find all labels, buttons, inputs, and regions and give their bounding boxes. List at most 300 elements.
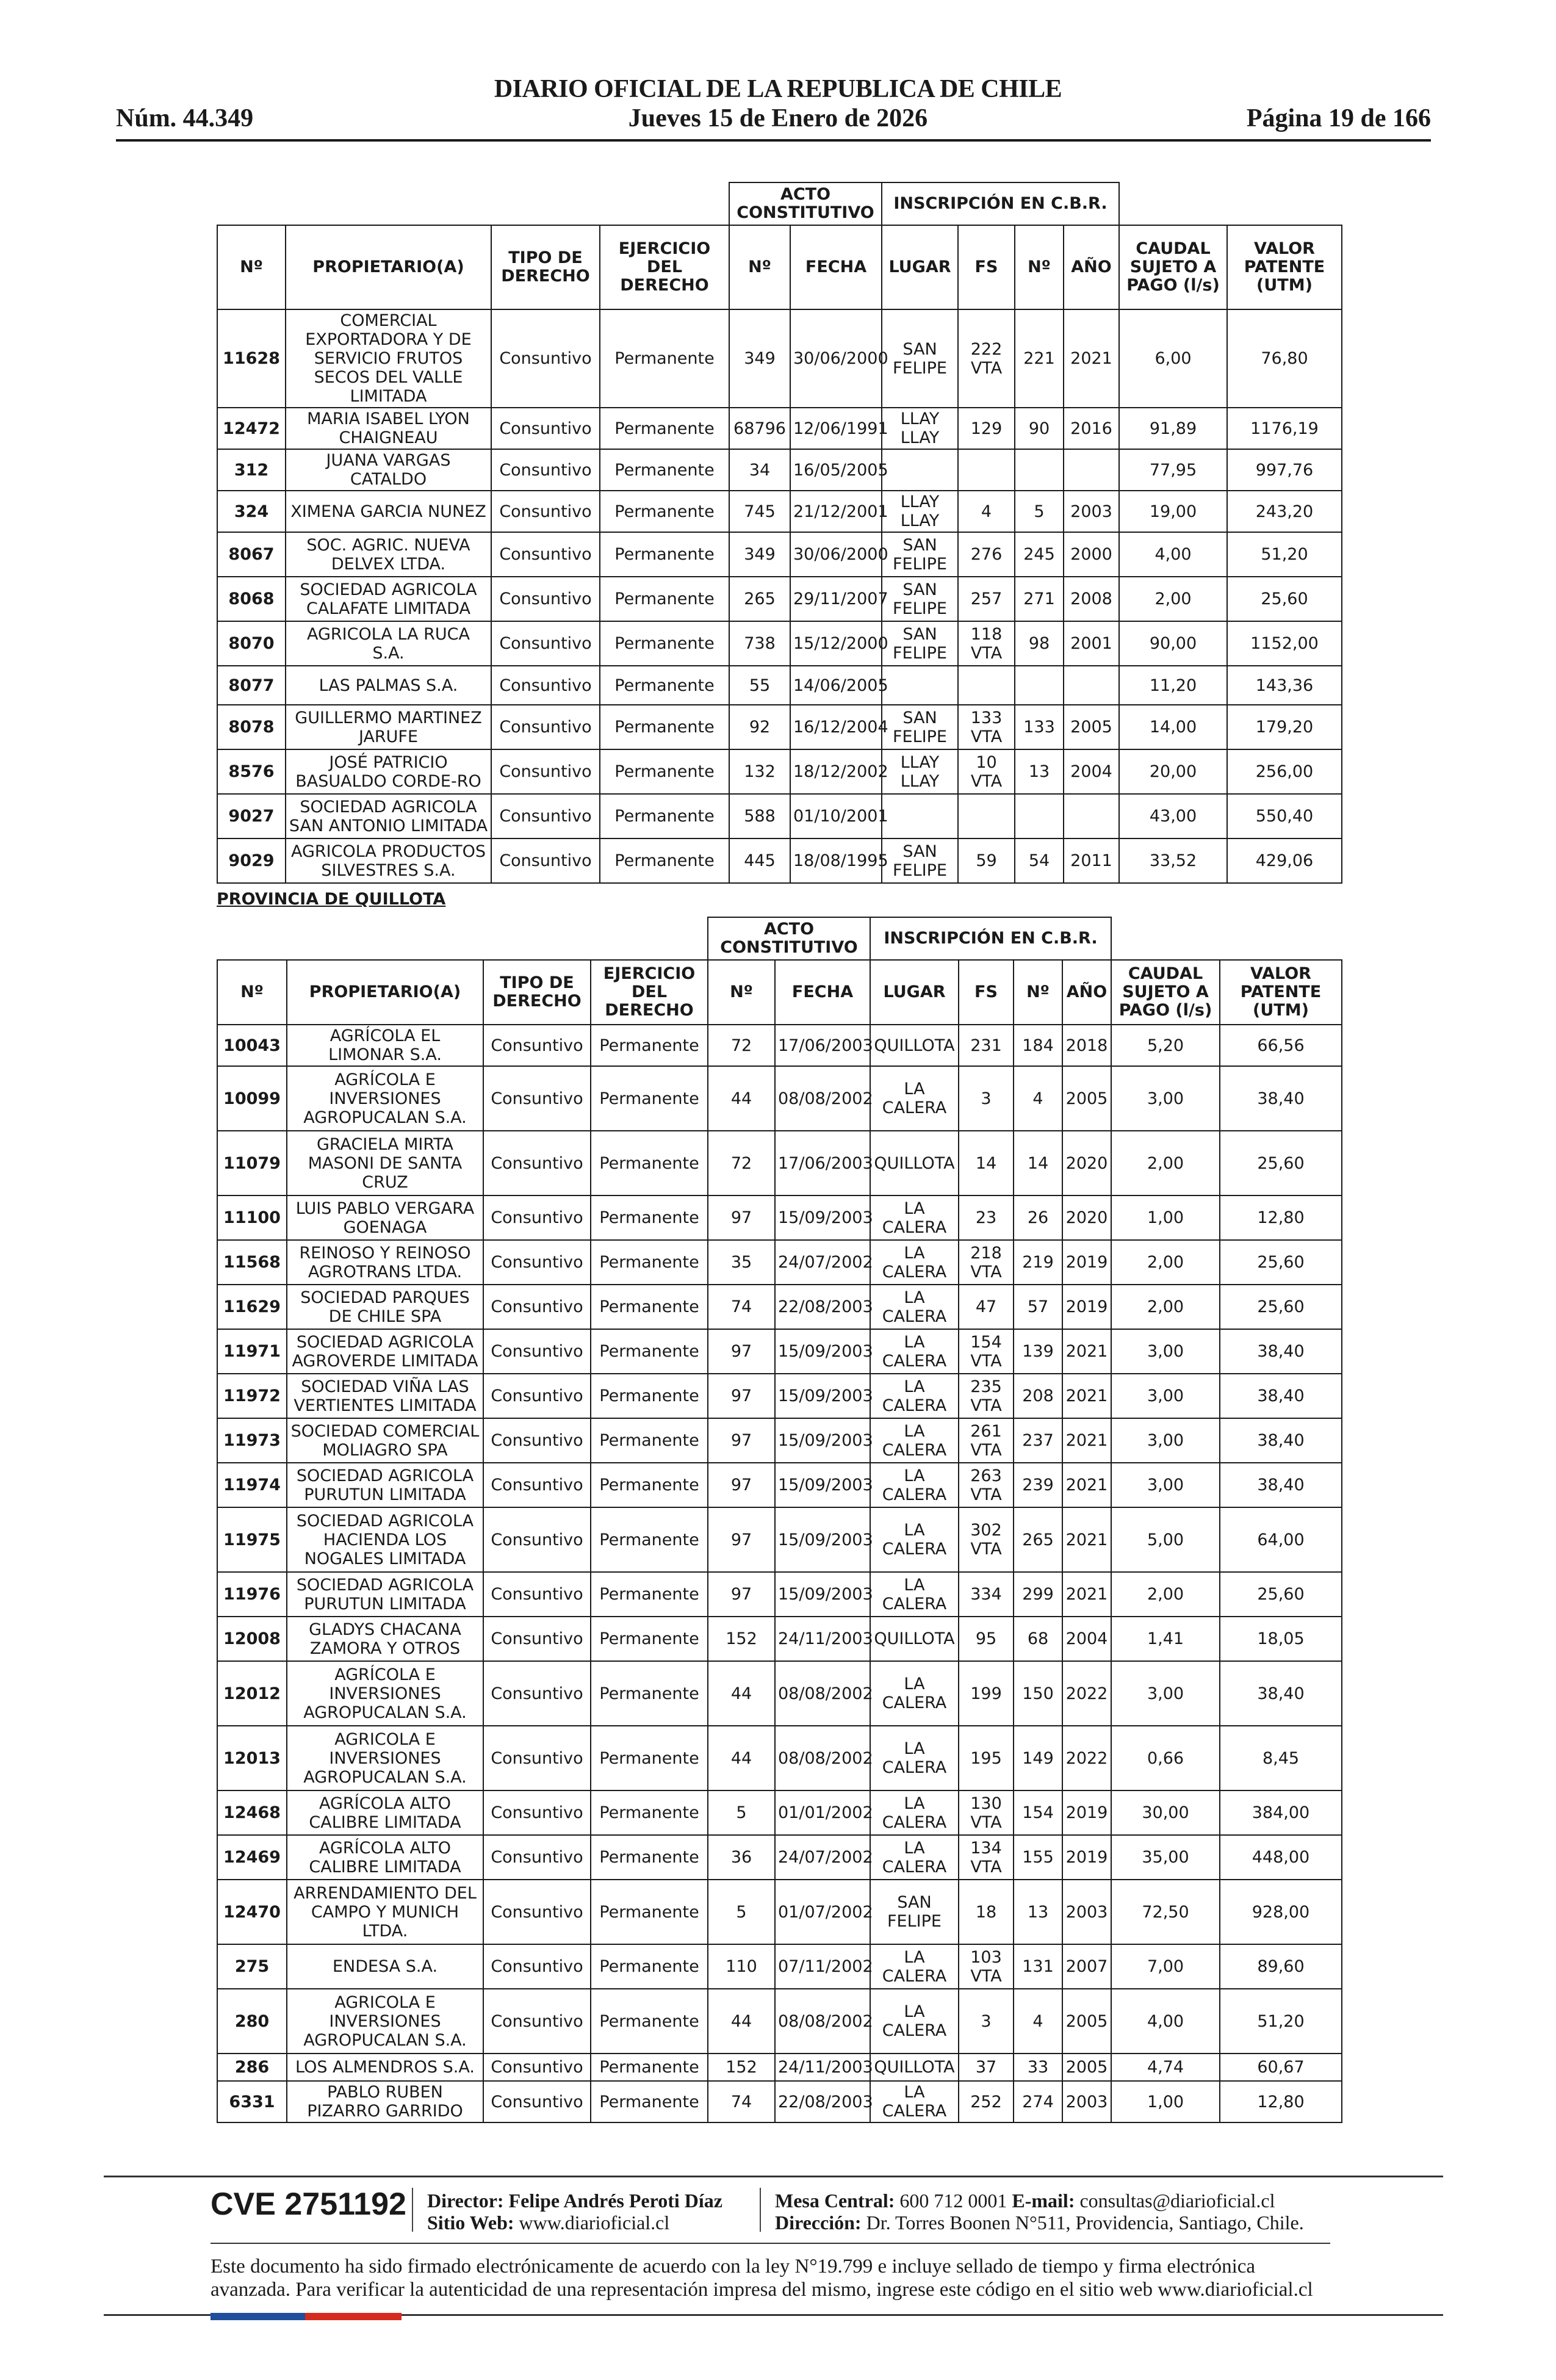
cell-anio: 2008 <box>1064 577 1119 621</box>
cell-ejercicio: Permanente <box>591 1240 708 1285</box>
cell-caudal: 7,00 <box>1111 1944 1220 1989</box>
cell-fecha: 15/12/2000 <box>790 621 882 666</box>
cell-owner: GLADYS CHACANA ZAMORA Y OTROS <box>287 1617 483 1661</box>
cell-ins-no: 68 <box>1014 1617 1062 1661</box>
cell-caudal: 19,00 <box>1119 491 1227 532</box>
cell-fecha: 16/05/2005 <box>790 449 882 491</box>
cell-ins-no: 131 <box>1014 1944 1062 1989</box>
cell-tipo: Consuntivo <box>491 532 600 577</box>
cell-id: 10043 <box>217 1025 287 1066</box>
footer-address: Dirección: Dr. Torres Boonen N°511, Providencia, Santiago, Chile. <box>775 2212 1304 2234</box>
cell-ejercicio: Permanente <box>591 1285 708 1329</box>
table-row <box>217 1463 1342 1507</box>
cell-fs: 218 VTA <box>959 1240 1014 1285</box>
cell-owner: SOCIEDAD AGRICOLA PURUTUN LIMITADA <box>287 1463 483 1507</box>
col-ejercicio: EJERCICIO DEL DERECHO <box>600 225 729 309</box>
cell-valor: 64,00 <box>1220 1507 1342 1572</box>
cell-lugar: LA CALERA <box>870 1661 959 1726</box>
cell-acto-no: 97 <box>708 1195 775 1240</box>
table-row <box>217 1835 1342 1880</box>
cell-valor: 76,80 <box>1227 309 1342 408</box>
cell-acto-no: 97 <box>708 1507 775 1572</box>
cell-owner: SOCIEDAD AGRICOLA PURUTUN LIMITADA <box>287 1572 483 1617</box>
cell-ejercicio: Permanente <box>600 666 729 705</box>
cell-lugar: LA CALERA <box>870 1285 959 1329</box>
cell-valor: 179,20 <box>1227 705 1342 749</box>
col-anio-2: AÑO <box>1062 960 1111 1025</box>
cell-tipo: Consuntivo <box>483 1329 591 1374</box>
table-row <box>217 532 1342 577</box>
cell-anio: 2007 <box>1062 1944 1111 1989</box>
cell-anio: 2005 <box>1062 1989 1111 2054</box>
table-row <box>217 794 1342 838</box>
cell-tipo: Consuntivo <box>491 666 600 705</box>
cell-fs: 59 <box>958 838 1015 883</box>
table-row <box>217 838 1342 883</box>
cell-ins-no: 299 <box>1014 1572 1062 1617</box>
cell-lugar: QUILLOTA <box>870 1617 959 1661</box>
table-row <box>217 449 1342 491</box>
cell-caudal: 2,00 <box>1111 1131 1220 1195</box>
cell-owner: JUANA VARGAS CATALDO <box>286 449 491 491</box>
cell-fs: 257 <box>958 577 1015 621</box>
province-title: PROVINCIA DE QUILLOTA <box>217 890 446 909</box>
footer-separator-1 <box>412 2188 413 2232</box>
cell-caudal: 3,00 <box>1111 1661 1220 1726</box>
issue-number: Núm. 44.349 <box>116 104 254 132</box>
cell-id: 11972 <box>217 1374 287 1418</box>
cell-anio: 2021 <box>1062 1329 1111 1374</box>
cell-caudal: 2,00 <box>1111 1285 1220 1329</box>
cell-fs: 130 VTA <box>959 1790 1014 1835</box>
cell-id: 9027 <box>217 794 286 838</box>
cell-anio: 2005 <box>1062 2054 1111 2081</box>
col-caudal: CAUDAL SUJETO A PAGO (l/s) <box>1119 225 1227 309</box>
cell-owner: AGRÍCOLA EL LIMONAR S.A. <box>287 1025 483 1066</box>
cell-ins-no <box>1015 666 1064 705</box>
cell-lugar: SAN FELIPE <box>882 532 958 577</box>
cell-lugar: LA CALERA <box>870 1463 959 1507</box>
cell-tipo: Consuntivo <box>483 1374 591 1418</box>
table-row <box>217 1944 1342 1989</box>
cell-fecha: 24/07/2002 <box>775 1835 870 1880</box>
footer-website[interactable]: Sitio Web: www.diarioficial.cl <box>427 2212 670 2234</box>
cell-caudal: 90,00 <box>1119 621 1227 666</box>
cell-caudal: 3,00 <box>1111 1374 1220 1418</box>
cell-ins-no: 245 <box>1015 532 1064 577</box>
cell-ejercicio: Permanente <box>591 2081 708 2122</box>
cell-fs: 103 VTA <box>959 1944 1014 1989</box>
cell-tipo: Consuntivo <box>491 838 600 883</box>
cell-tipo: Consuntivo <box>491 621 600 666</box>
cell-acto-no: 132 <box>729 749 790 794</box>
cell-acto-no: 97 <box>708 1572 775 1617</box>
cell-anio: 2022 <box>1062 1661 1111 1726</box>
cell-ejercicio: Permanente <box>600 749 729 794</box>
table-row <box>217 1989 1342 2054</box>
cell-lugar: QUILLOTA <box>870 1131 959 1195</box>
cell-ejercicio: Permanente <box>591 1131 708 1195</box>
cell-ejercicio: Permanente <box>591 1835 708 1880</box>
table-row <box>217 1374 1342 1418</box>
cell-id: 12008 <box>217 1617 287 1661</box>
cell-owner: XIMENA GARCIA NUNEZ <box>286 491 491 532</box>
cell-fecha: 17/06/2003 <box>775 1131 870 1195</box>
cell-fecha: 07/11/2002 <box>775 1944 870 1989</box>
cell-valor: 25,60 <box>1227 577 1342 621</box>
cell-lugar: SAN FELIPE <box>882 309 958 408</box>
cell-owner: SOCIEDAD AGRICOLA CALAFATE LIMITADA <box>286 577 491 621</box>
cell-acto-no: 44 <box>708 1726 775 1790</box>
cell-caudal: 72,50 <box>1111 1880 1220 1944</box>
cell-ejercicio: Permanente <box>600 794 729 838</box>
cell-valor: 384,00 <box>1220 1790 1342 1835</box>
cell-fs: 47 <box>959 1285 1014 1329</box>
cell-owner: PABLO RUBEN PIZARRO GARRIDO <box>287 2081 483 2122</box>
cell-acto-no: 72 <box>708 1025 775 1066</box>
col-propietario-2: PROPIETARIO(A) <box>287 960 483 1025</box>
cell-caudal: 1,00 <box>1111 1195 1220 1240</box>
table-row <box>217 1790 1342 1835</box>
cell-caudal: 4,00 <box>1119 532 1227 577</box>
cell-fs: 3 <box>959 1066 1014 1131</box>
cell-ins-no: 219 <box>1014 1240 1062 1285</box>
cell-owner: GUILLERMO MARTINEZ JARUFE <box>286 705 491 749</box>
cve-code: CVE 2751192 <box>211 2187 406 2222</box>
cell-ejercicio: Permanente <box>600 532 729 577</box>
cell-ejercicio: Permanente <box>600 621 729 666</box>
cell-ejercicio: Permanente <box>591 1726 708 1790</box>
cell-fecha: 15/09/2003 <box>775 1329 870 1374</box>
cell-owner: LUIS PABLO VERGARA GOENAGA <box>287 1195 483 1240</box>
cell-valor: 66,56 <box>1220 1025 1342 1066</box>
cell-tipo: Consuntivo <box>483 2081 591 2122</box>
cell-valor: 243,20 <box>1227 491 1342 532</box>
cell-anio: 2016 <box>1064 408 1119 449</box>
cell-fs: 23 <box>959 1195 1014 1240</box>
table-row <box>217 309 1342 408</box>
cell-id: 10099 <box>217 1066 287 1131</box>
cell-caudal: 4,74 <box>1111 2054 1220 2081</box>
acto-constitutivo-header-2: ACTO CONSTITUTIVO <box>708 917 870 960</box>
cell-fs: 261 VTA <box>959 1418 1014 1463</box>
cell-ins-no: 221 <box>1015 309 1064 408</box>
table-row <box>217 1572 1342 1617</box>
table-row <box>217 1025 1342 1066</box>
rights-table-1 <box>217 182 1342 884</box>
cell-anio <box>1064 794 1119 838</box>
cell-tipo: Consuntivo <box>483 1285 591 1329</box>
rights-table-2-body <box>217 1025 1342 2122</box>
col-lugar-2: LUGAR <box>870 960 959 1025</box>
cell-id: 12472 <box>217 408 286 449</box>
cell-fs: 18 <box>959 1880 1014 1944</box>
cell-ejercicio: Permanente <box>591 1572 708 1617</box>
cell-ejercicio: Permanente <box>600 491 729 532</box>
cell-caudal: 1,41 <box>1111 1617 1220 1661</box>
cell-fs <box>958 666 1015 705</box>
cell-lugar: LA CALERA <box>870 1835 959 1880</box>
cell-lugar <box>882 449 958 491</box>
cell-lugar: SAN FELIPE <box>882 705 958 749</box>
cell-fecha: 16/12/2004 <box>790 705 882 749</box>
cell-valor: 18,05 <box>1220 1617 1342 1661</box>
cell-acto-no: 110 <box>708 1944 775 1989</box>
cell-fecha: 18/08/1995 <box>790 838 882 883</box>
cell-caudal: 33,52 <box>1119 838 1227 883</box>
cell-ejercicio: Permanente <box>591 1880 708 1944</box>
cell-lugar: LA CALERA <box>870 1329 959 1374</box>
cell-owner: SOCIEDAD PARQUES DE CHILE SPA <box>287 1285 483 1329</box>
cell-ejercicio: Permanente <box>600 309 729 408</box>
cell-ejercicio: Permanente <box>600 705 729 749</box>
cell-acto-no: 44 <box>708 1989 775 2054</box>
cell-acto-no: 97 <box>708 1463 775 1507</box>
cell-id: 11629 <box>217 1285 287 1329</box>
cell-acto-no: 5 <box>708 1880 775 1944</box>
cell-tipo: Consuntivo <box>483 1025 591 1066</box>
cell-anio: 2020 <box>1062 1195 1111 1240</box>
cell-valor: 38,40 <box>1220 1463 1342 1507</box>
col-fecha-2: FECHA <box>775 960 870 1025</box>
cell-anio: 2019 <box>1062 1285 1111 1329</box>
cell-tipo: Consuntivo <box>483 1944 591 1989</box>
cell-caudal: 5,20 <box>1111 1025 1220 1066</box>
cell-lugar: LA CALERA <box>870 1195 959 1240</box>
cell-owner: REINOSO Y REINOSO AGROTRANS LTDA. <box>287 1240 483 1285</box>
footer-separator-2 <box>760 2188 761 2232</box>
cell-id: 12013 <box>217 1726 287 1790</box>
cell-ins-no: 4 <box>1014 1066 1062 1131</box>
cell-valor: 429,06 <box>1227 838 1342 883</box>
cell-tipo: Consuntivo <box>483 1790 591 1835</box>
cell-fecha: 24/11/2003 <box>775 1617 870 1661</box>
acto-constitutivo-header: ACTO CONSTITUTIVO <box>729 182 882 225</box>
table-row <box>217 666 1342 705</box>
cell-anio: 2000 <box>1064 532 1119 577</box>
cell-fecha: 22/08/2003 <box>775 2081 870 2122</box>
cell-ejercicio: Permanente <box>591 1066 708 1131</box>
cell-anio: 2004 <box>1064 749 1119 794</box>
cell-valor: 38,40 <box>1220 1418 1342 1463</box>
cell-ejercicio: Permanente <box>600 408 729 449</box>
cell-ins-no: 98 <box>1015 621 1064 666</box>
cell-valor: 448,00 <box>1220 1835 1342 1880</box>
cell-lugar: SAN FELIPE <box>882 621 958 666</box>
cell-fs: 195 <box>959 1726 1014 1790</box>
cell-acto-no: 44 <box>708 1066 775 1131</box>
cell-acto-no: 5 <box>708 1790 775 1835</box>
cell-id: 312 <box>217 449 286 491</box>
cell-lugar: LA CALERA <box>870 2081 959 2122</box>
cell-valor: 997,76 <box>1227 449 1342 491</box>
cell-ejercicio: Permanente <box>591 2054 708 2081</box>
col-no-2: Nº <box>217 960 287 1025</box>
cell-tipo: Consuntivo <box>483 1418 591 1463</box>
col-acto-no: Nº <box>729 225 790 309</box>
table-row <box>217 1617 1342 1661</box>
cell-ins-no: 139 <box>1014 1329 1062 1374</box>
flag-red-stripe <box>305 2313 402 2320</box>
cell-lugar: LA CALERA <box>870 1374 959 1418</box>
cell-acto-no: 445 <box>729 838 790 883</box>
cell-lugar: LA CALERA <box>870 1989 959 2054</box>
cell-fs: 154 VTA <box>959 1329 1014 1374</box>
cell-valor: 1176,19 <box>1227 408 1342 449</box>
cell-valor: 38,40 <box>1220 1066 1342 1131</box>
cell-ins-no: 184 <box>1014 1025 1062 1066</box>
cell-anio: 2021 <box>1062 1418 1111 1463</box>
cell-acto-no: 74 <box>708 1285 775 1329</box>
cell-anio: 2003 <box>1064 491 1119 532</box>
cell-fecha: 30/06/2000 <box>790 309 882 408</box>
cell-tipo: Consuntivo <box>483 1240 591 1285</box>
cell-owner: AGRÍCOLA E INVERSIONES AGROPUCALAN S.A. <box>287 1661 483 1726</box>
cell-owner: GRACIELA MIRTA MASONI DE SANTA CRUZ <box>287 1131 483 1195</box>
cell-id: 8067 <box>217 532 286 577</box>
cell-caudal: 3,00 <box>1111 1329 1220 1374</box>
cell-tipo: Consuntivo <box>483 1066 591 1131</box>
legal-notice: Este documento ha sido firmado electrónicamente de acuerdo con la ley N°19.799 e incluye sellado de tiempo y firma electrónica avanzada. Para verificar la autenticidad de una representación impresa del mismo, ingrese este código en el sitio web www.diarioficial.cl <box>211 2256 1313 2301</box>
cell-fecha: 08/08/2002 <box>775 1726 870 1790</box>
cell-lugar: QUILLOTA <box>870 2054 959 2081</box>
cell-owner: AGRÍCOLA E INVERSIONES AGROPUCALAN S.A. <box>287 1066 483 1131</box>
cell-id: 9029 <box>217 838 286 883</box>
cell-ejercicio: Permanente <box>591 1463 708 1507</box>
cell-valor: 928,00 <box>1220 1880 1342 1944</box>
cell-anio: 2021 <box>1062 1374 1111 1418</box>
cell-lugar: QUILLOTA <box>870 1025 959 1066</box>
cell-acto-no: 745 <box>729 491 790 532</box>
inscripcion-header: INSCRIPCIÓN EN C.B.R. <box>882 182 1119 225</box>
col-ins-no-2: Nº <box>1014 960 1062 1025</box>
cell-tipo: Consuntivo <box>483 1661 591 1726</box>
cell-caudal: 0,66 <box>1111 1726 1220 1790</box>
cell-caudal: 1,00 <box>1111 2081 1220 2122</box>
cell-owner: LOS ALMENDROS S.A. <box>287 2054 483 2081</box>
table-row <box>217 1418 1342 1463</box>
cell-ejercicio: Permanente <box>600 449 729 491</box>
cell-ejercicio: Permanente <box>591 1790 708 1835</box>
cell-fecha: 14/06/2005 <box>790 666 882 705</box>
table-row <box>217 1066 1342 1131</box>
cell-ejercicio: Permanente <box>591 1374 708 1418</box>
cell-caudal: 77,95 <box>1119 449 1227 491</box>
table-row <box>217 749 1342 794</box>
cell-lugar: LA CALERA <box>870 1790 959 1835</box>
flag-blue-stripe <box>211 2313 305 2320</box>
header-rule <box>116 139 1431 142</box>
cell-lugar: SAN FELIPE <box>882 577 958 621</box>
cell-lugar: LA CALERA <box>870 1572 959 1617</box>
rights-table-1-body <box>217 309 1342 883</box>
cell-owner: SOC. AGRIC. NUEVA DELVEX LTDA. <box>286 532 491 577</box>
cell-caudal: 2,00 <box>1119 577 1227 621</box>
rights-table-2 <box>217 917 1342 2123</box>
inscripcion-header-2: INSCRIPCIÓN EN C.B.R. <box>870 917 1111 960</box>
table-row <box>217 621 1342 666</box>
cell-acto-no: 74 <box>708 2081 775 2122</box>
cell-fs: 37 <box>959 2054 1014 2081</box>
cell-ins-no: 33 <box>1014 2054 1062 2081</box>
cell-valor: 12,80 <box>1220 2081 1342 2122</box>
cell-acto-no: 97 <box>708 1329 775 1374</box>
cell-id: 8077 <box>217 666 286 705</box>
cell-fecha: 15/09/2003 <box>775 1374 870 1418</box>
cell-anio: 2005 <box>1062 1066 1111 1131</box>
cell-id: 12468 <box>217 1790 287 1835</box>
cell-valor: 25,60 <box>1220 1240 1342 1285</box>
cell-anio: 2003 <box>1062 1880 1111 1944</box>
cell-ins-no: 237 <box>1014 1418 1062 1463</box>
cell-id: 12469 <box>217 1835 287 1880</box>
col-fecha: FECHA <box>790 225 882 309</box>
cell-id: 11079 <box>217 1131 287 1195</box>
table-row <box>217 577 1342 621</box>
page-number: Página 19 de 166 <box>1246 104 1431 132</box>
cell-tipo: Consuntivo <box>483 1507 591 1572</box>
cell-caudal: 4,00 <box>1111 1989 1220 2054</box>
cell-fecha: 08/08/2002 <box>775 1661 870 1726</box>
cell-fecha: 29/11/2007 <box>790 577 882 621</box>
cell-anio: 2011 <box>1064 838 1119 883</box>
table-row <box>217 408 1342 449</box>
cell-anio: 2019 <box>1062 1240 1111 1285</box>
cell-lugar: LLAY LLAY <box>882 749 958 794</box>
cell-ejercicio: Permanente <box>591 1418 708 1463</box>
cell-valor: 8,45 <box>1220 1726 1342 1790</box>
cell-fecha: 24/11/2003 <box>775 2054 870 2081</box>
cell-ins-no: 149 <box>1014 1726 1062 1790</box>
cell-lugar: LA CALERA <box>870 1066 959 1131</box>
cell-owner: AGRÍCOLA ALTO CALIBRE LIMITADA <box>287 1835 483 1880</box>
cell-valor: 25,60 <box>1220 1285 1342 1329</box>
cell-tipo: Consuntivo <box>483 1880 591 1944</box>
col-ejercicio-2: EJERCICIO DEL DERECHO <box>591 960 708 1025</box>
cell-valor: 143,36 <box>1227 666 1342 705</box>
cell-acto-no: 349 <box>729 532 790 577</box>
cell-ejercicio: Permanente <box>600 838 729 883</box>
cell-fs: 95 <box>959 1617 1014 1661</box>
footer-rule-mid <box>211 2243 1330 2244</box>
cell-fs: 199 <box>959 1661 1014 1726</box>
cell-tipo: Consuntivo <box>491 705 600 749</box>
cell-ejercicio: Permanente <box>591 1617 708 1661</box>
table-row <box>217 1195 1342 1240</box>
col-tipo: TIPO DE DERECHO <box>491 225 600 309</box>
cell-anio: 2022 <box>1062 1726 1111 1790</box>
cell-caudal: 6,00 <box>1119 309 1227 408</box>
cell-fecha: 15/09/2003 <box>775 1572 870 1617</box>
cell-ins-no: 271 <box>1015 577 1064 621</box>
cell-valor: 12,80 <box>1220 1195 1342 1240</box>
cell-tipo: Consuntivo <box>491 408 600 449</box>
cell-ins-no: 154 <box>1014 1790 1062 1835</box>
col-valor: VALOR PATENTE (UTM) <box>1227 225 1342 309</box>
cell-tipo: Consuntivo <box>483 1463 591 1507</box>
footer-rule-top <box>104 2176 1443 2177</box>
table-row <box>217 2081 1342 2122</box>
cell-lugar: LA CALERA <box>870 1944 959 1989</box>
cell-fs <box>958 794 1015 838</box>
table-row <box>217 1285 1342 1329</box>
cell-fecha: 15/09/2003 <box>775 1418 870 1463</box>
cell-owner: MARIA ISABEL LYON CHAIGNEAU <box>286 408 491 449</box>
cell-acto-no: 68796 <box>729 408 790 449</box>
cell-valor: 550,40 <box>1227 794 1342 838</box>
cell-acto-no: 34 <box>729 449 790 491</box>
cell-tipo: Consuntivo <box>491 491 600 532</box>
